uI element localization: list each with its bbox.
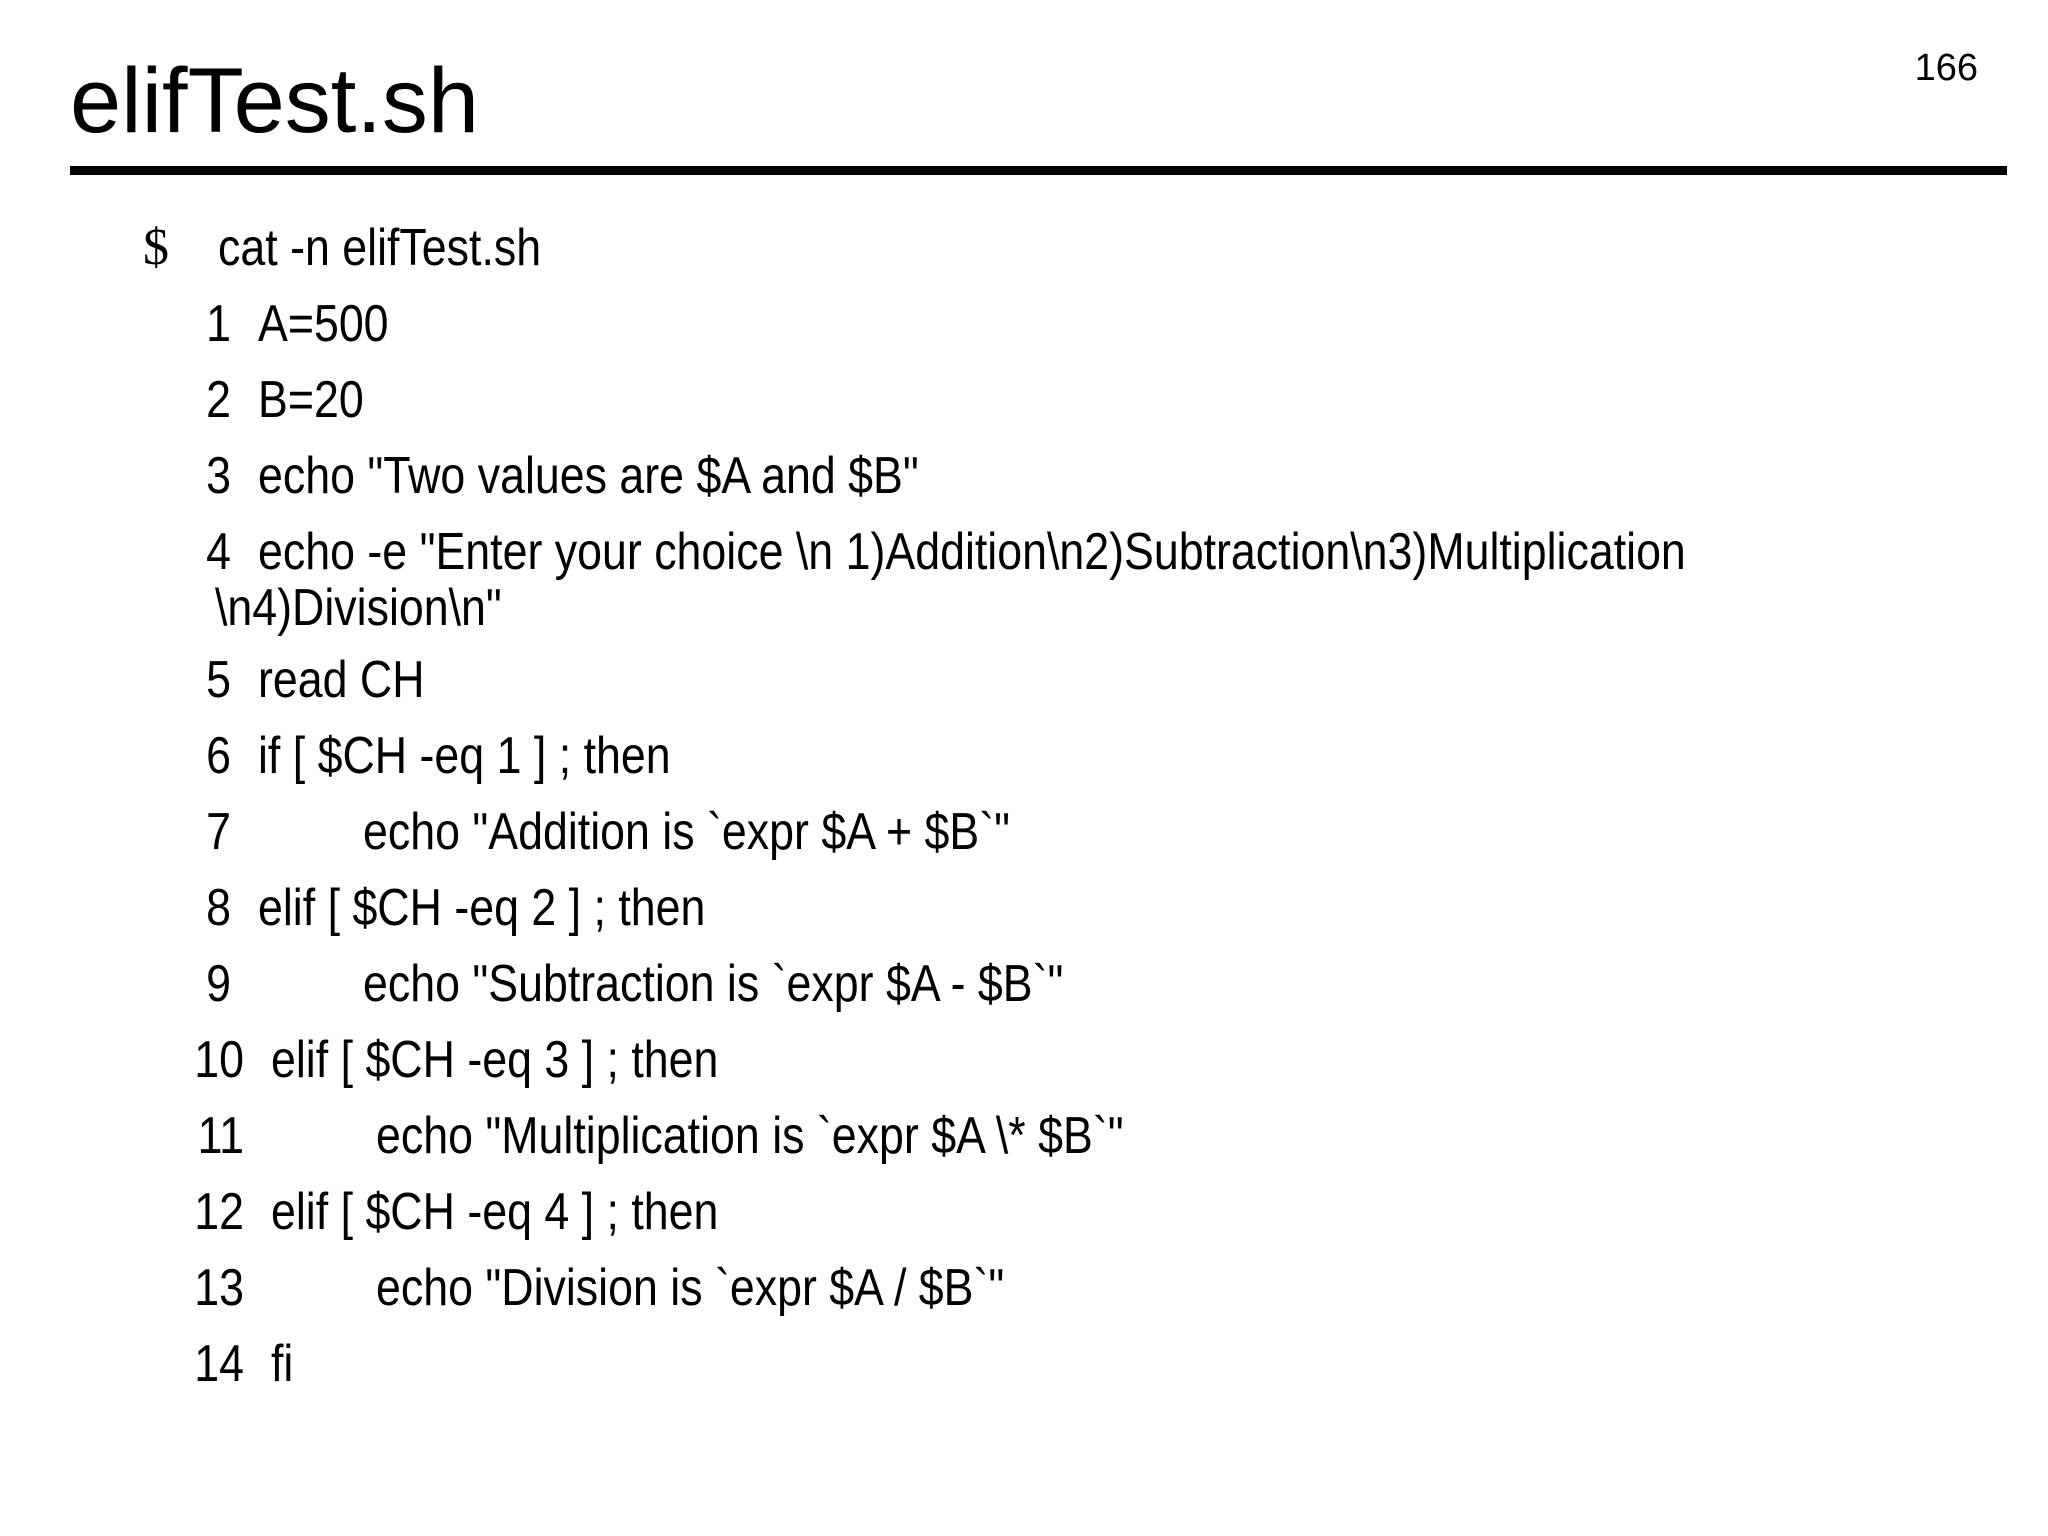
code-line bbox=[0, 946, 2048, 1022]
line-number: 6 bbox=[206, 727, 231, 785]
line-code: echo "Two values are $A and $B" bbox=[258, 447, 919, 505]
line-number: 9 bbox=[206, 955, 231, 1013]
line-code: echo "Multiplication is `expr $A \* $B`" bbox=[376, 1107, 1124, 1165]
code-line bbox=[0, 642, 2048, 718]
code-line bbox=[0, 362, 2048, 438]
slide-title: elifTest.sh bbox=[70, 50, 480, 152]
shell-prompt-symbol: $ bbox=[143, 219, 169, 276]
code-line bbox=[0, 514, 2048, 642]
line-code: echo "Subtraction is `expr $A - $B`" bbox=[363, 955, 1064, 1013]
line-number: 12 bbox=[194, 1183, 244, 1241]
code-line bbox=[0, 870, 2048, 946]
line-code: echo "Division is `expr $A / $B`" bbox=[376, 1259, 1005, 1317]
line-code: B=20 bbox=[258, 371, 364, 429]
code-line bbox=[0, 1326, 2048, 1402]
line-code: fi bbox=[271, 1335, 294, 1393]
line-code: elif [ $CH -eq 3 ] ; then bbox=[271, 1031, 719, 1089]
line-code: read CH bbox=[258, 651, 425, 709]
code-line bbox=[0, 1174, 2048, 1250]
line-code: elif [ $CH -eq 4 ] ; then bbox=[271, 1183, 719, 1241]
code-line bbox=[0, 1250, 2048, 1326]
line-code: elif [ $CH -eq 2 ] ; then bbox=[258, 879, 706, 937]
line-number: 1 bbox=[206, 295, 231, 353]
line-number: 10 bbox=[194, 1031, 244, 1089]
line-code: echo "Addition is `expr $A + $B`" bbox=[363, 803, 1011, 861]
code-line bbox=[0, 286, 2048, 362]
line-number: 3 bbox=[206, 447, 231, 505]
line-number: 4 bbox=[206, 523, 231, 581]
line-number: 2 bbox=[206, 371, 231, 429]
line-number: 8 bbox=[206, 879, 231, 937]
line-number: 7 bbox=[206, 803, 231, 861]
line-code: echo -e "Enter your choice \n 1)Addition\n2)Subtraction\n3)Multiplication bbox=[258, 523, 1686, 581]
code-listing bbox=[0, 286, 2048, 1402]
code-line bbox=[0, 794, 2048, 870]
line-number: 13 bbox=[194, 1259, 244, 1317]
line-number: 5 bbox=[206, 651, 231, 709]
code-line bbox=[0, 1098, 2048, 1174]
line-number: 14 bbox=[194, 1335, 244, 1393]
line-code-continuation: \n4)Division\n" bbox=[215, 579, 502, 637]
line-code: A=500 bbox=[258, 295, 389, 353]
page-number: 166 bbox=[1914, 47, 1978, 89]
code-line bbox=[0, 438, 2048, 514]
title-divider bbox=[70, 166, 2007, 175]
line-code: if [ $CH -eq 1 ] ; then bbox=[258, 727, 671, 785]
code-line bbox=[0, 1022, 2048, 1098]
line-number: 11 bbox=[197, 1107, 244, 1165]
code-line bbox=[0, 718, 2048, 794]
shell-command: cat -n elifTest.sh bbox=[218, 219, 542, 277]
